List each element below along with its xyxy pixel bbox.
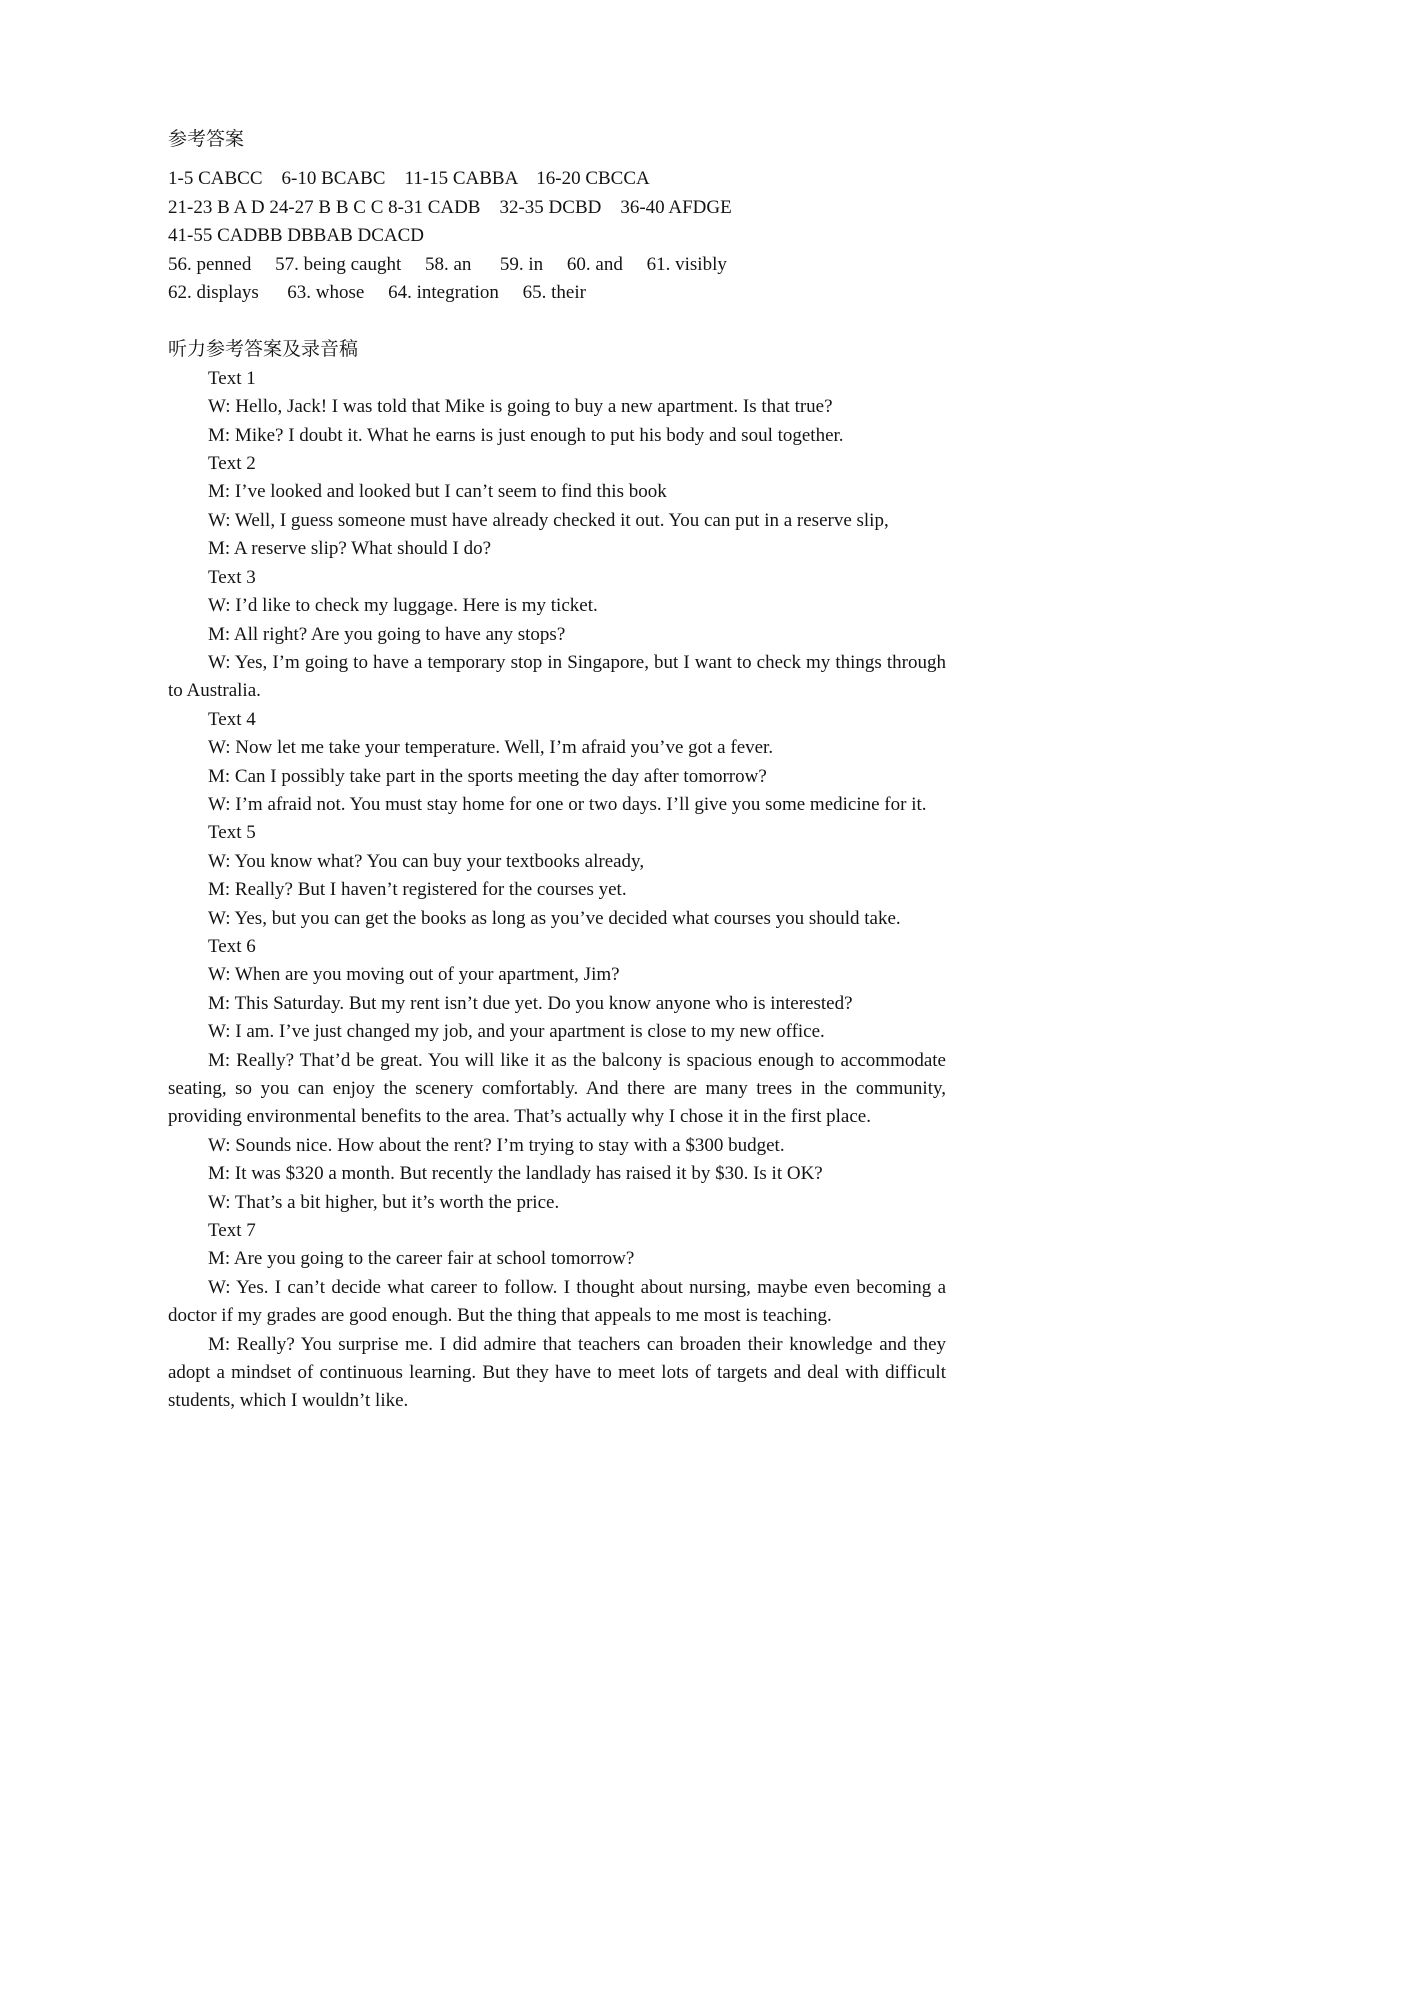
dialogue-line: W: Well, I guess someone must have already checked it out. You can put in a reserve slip, bbox=[208, 509, 889, 531]
dialogue-line: W: Yes, I’m going to have a temporary stop in Singapore, but I want to check my things through to Australia. bbox=[168, 651, 946, 702]
dialogue-line: W: That’s a bit higher, but it’s worth the price. bbox=[208, 1191, 560, 1213]
answer-line: 41-55 CADBB DBBAB DCACD bbox=[168, 225, 425, 247]
dialogue-line: M: Mike? I doubt it. What he earns is just enough to put his body and soul together. bbox=[208, 424, 844, 446]
transcript-text-label: Text 3 bbox=[208, 566, 256, 588]
dialogue-line: M: Really? You surprise me. I did admire that teachers can broaden their knowledge and they adopt a mindset of continuous learning. But they have to meet lots of targets and deal with difficult students, which I wouldn’t like. bbox=[168, 1333, 946, 1412]
dialogue-line: W: Sounds nice. How about the rent? I’m trying to stay with a $300 budget. bbox=[208, 1134, 785, 1156]
dialogue-line: M: Really? That’d be great. You will like it as the balcony is spacious enough to accommodate seating, so you can enjoy the scenery comfortably. And there are many trees in the community, providing environmental benefits to the area. That’s actually why I chose it in the first place. bbox=[168, 1049, 946, 1128]
dialogue-line: W: You know what? You can buy your textbooks already, bbox=[208, 850, 645, 872]
dialogue-line: W: I am. I’ve just changed my job, and your apartment is close to my new office. bbox=[208, 1021, 825, 1043]
dialogue-line: M: It was $320 a month. But recently the landlady has raised it by $30. Is it OK? bbox=[208, 1163, 823, 1185]
answer-line: 56. penned 57. being caught 58. an 59. in 60. and 61. visibly bbox=[168, 253, 727, 275]
answer-line: 62. displays 63. whose 64. integration 65. their bbox=[168, 282, 586, 304]
dialogue-line: W: Hello, Jack! I was told that Mike is going to buy a new apartment. Is that true? bbox=[208, 396, 833, 418]
document-page bbox=[0, 0, 960, 1416]
document-content bbox=[168, 126, 946, 1416]
transcript-text-label: Text 6 bbox=[208, 935, 256, 957]
transcript-text-label: Text 4 bbox=[208, 708, 256, 730]
dialogue-line: M: A reserve slip? What should I do? bbox=[208, 538, 492, 560]
listening-section-heading: 听力参考答案及录音稿 bbox=[168, 339, 359, 361]
answer-line: 21-23 B A D 24-27 B B C C 8-31 CADB 32-35 DCBD 36-40 AFDGE bbox=[168, 196, 732, 218]
answer-key-section bbox=[168, 165, 946, 307]
dialogue-line: W: When are you moving out of your apartment, Jim? bbox=[208, 964, 620, 986]
page-title: 参考答案 bbox=[168, 129, 245, 150]
dialogue-line: W: I’m afraid not. You must stay home for one or two days. I’ll give you some medicine for it. bbox=[208, 793, 927, 815]
dialogue-line: W: I’d like to check my luggage. Here is my ticket. bbox=[208, 595, 598, 617]
transcript-text-label: Text 5 bbox=[208, 822, 256, 844]
transcript-text-label: Text 7 bbox=[208, 1220, 256, 1242]
dialogue-line: M: Really? But I haven’t registered for the courses yet. bbox=[208, 879, 627, 901]
dialogue-line: M: I’ve looked and looked but I can’t seem to find this book bbox=[208, 481, 667, 503]
dialogue-line: M: All right? Are you going to have any stops? bbox=[208, 623, 566, 645]
dialogue-line: M: Are you going to the career fair at school tomorrow? bbox=[208, 1248, 635, 1270]
dialogue-line: M: Can I possibly take part in the sports meeting the day after tomorrow? bbox=[208, 765, 767, 787]
dialogue-line: W: Yes, but you can get the books as long as you’ve decided what courses you should take. bbox=[208, 907, 901, 929]
dialogue-line: W: Now let me take your temperature. Well, I’m afraid you’ve got a fever. bbox=[208, 737, 774, 759]
dialogue-line: W: Yes. I can’t decide what career to follow. I thought about nursing, maybe even becoming a doctor if my grades are good enough. But the thing that appeals to me most is teaching. bbox=[168, 1276, 946, 1327]
transcript-text-label: Text 1 bbox=[208, 367, 256, 389]
dialogue-line: M: This Saturday. But my rent isn’t due yet. Do you know anyone who is interested? bbox=[208, 992, 853, 1014]
transcript-text-label: Text 2 bbox=[208, 453, 256, 475]
listening-transcript-section bbox=[168, 365, 946, 1416]
answer-line: 1-5 CABCC 6-10 BCABC 11-15 CABBA 16-20 CBCCA bbox=[168, 168, 650, 190]
